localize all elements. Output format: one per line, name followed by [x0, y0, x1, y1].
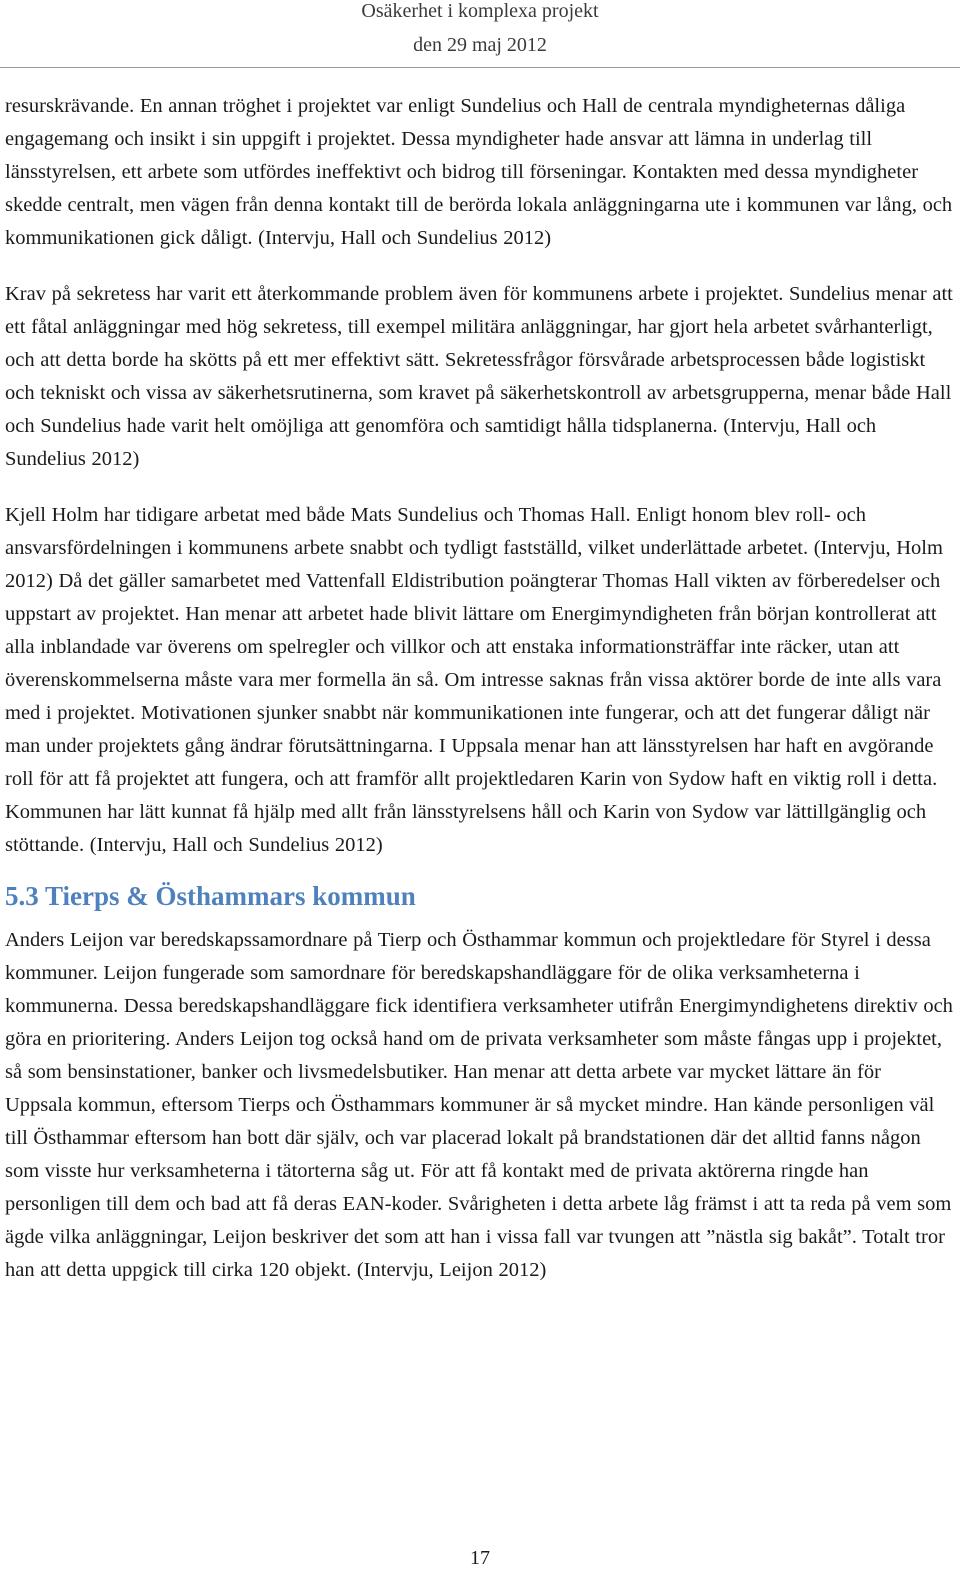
document-date: den 29 maj 2012 [413, 34, 547, 56]
section-heading: 5.3 Tierps & Östhammars kommun [5, 881, 416, 911]
page-body [5, 90, 953, 1287]
running-header [0, 0, 960, 62]
page-number: 17 [470, 1547, 490, 1569]
header-divider [0, 67, 960, 68]
section-paragraph: Anders Leijon var beredskapssamordnare på Tierp och Östhammar kommun och projektledare för Styrel i dessa kommuner. Leijon fungerade som samordnare för beredskapshandläggare för de olika verksamheterna i kommunerna. Dessa beredskapshandläggare fick identifiera verksamheter utifrån Energimyndighetens direktiv och göra en prioritering. Anders Leijon tog också hand om de privata verksamheter som måste fångas upp i projektet, så som bensinstationer, banker och livsmedelsbutiker. Han menar att detta arbete var mycket lättare än för Uppsala kommun, eftersom Tierps och Östhammars kommuner är så mycket mindre. Han kände personligen väl till Östhammar eftersom han bott där själv, och var placerad lokalt på brandstationen där det alltid fanns någon som visste hur verksamheterna i tätorterna såg ut. För att få kontakt med de privata aktörerna ringde han personligen till dem och bad att få deras EAN-koder. Svårigheten i detta arbete låg främst i att ta reda på vem som ägde vilka anläggningar, Leijon beskriver det som att han i vissa fall var tvungen att ”nästla sig bakåt”. Totalt tror han att detta uppgick till cirka 120 objekt. (Intervju, Leijon 2012) [5, 929, 953, 1281]
body-paragraph-1: resurskrävande. En annan tröghet i projektet var enligt Sundelius och Hall de centrala myndigheternas dåliga engagemang och insikt i sin uppgift i projektet. Dessa myndigheter hade ansvar att lämna in underlag till länsstyrelsen, ett arbete som utfördes ineffektivt och bidrog till förseningar. Kontakten med dessa myndigheter skedde centralt, men vägen från denna kontakt till de berörda lokala anläggningarna ute i kommunen var lång, och kommunikationen gick dåligt. (Intervju, Hall och Sundelius 2012) [5, 95, 953, 249]
body-paragraph-2: Krav på sekretess har varit ett återkommande problem även för kommunens arbete i projektet. Sundelius menar att ett fåtal anläggningar med hög sekretess, till exempel militära anläggningar, har gjort hela arbetet svårhanterligt, och att detta borde ha skötts på ett mer effektivt sätt. Sekretessfrågor försvårade arbetsprocessen både logistiskt och tekniskt och vissa av säkerhetsrutinerna, som kravet på säkerhetskontroll av arbetsgrupperna, menar både Hall och Sundelius hade varit helt omöjliga att genomföra och samtidigt hålla tidsplanerna. (Intervju, Hall och Sundelius 2012) [5, 283, 953, 470]
document-title: Osäkerhet i komplexa projekt [361, 0, 599, 22]
body-paragraph-3: Kjell Holm har tidigare arbetat med både Mats Sundelius och Thomas Hall. Enligt honom blev roll- och ansvarsfördelningen i kommunens arbete snabbt och tydligt fastställd, vilket underlättade arbetet. (Intervju, Holm 2012) Då det gäller samarbetet med Vattenfall Eldistribution poängterar Thomas Hall vikten av förberedelser och uppstart av projektet. Han menar att arbetet hade blivit lättare om Energimyndigheten från början kontrollerat att alla inblandade var överens om spelregler och villkor och att enstaka informationsträffar inte räcker, utan att överenskommelserna måste vara mer formella än så. Om intresse saknas från vissa aktörer borde de inte alls vara med i projektet. Motivationen sjunker snabbt när kommunikationen inte fungerar, och att det fungerar dåligt när man under projektets gång ändrar förutsättningarna. I Uppsala menar han att länsstyrelsen har haft en avgörande roll för att få projektet att fungera, och att framför allt projektledaren Karin von Sydow haft en viktig roll i detta. Kommunen har lätt kunnat få hjälp med allt från länsstyrelsens håll och Karin von Sydow var lättillgänglig och stöttande. (Intervju, Hall och Sundelius 2012) [5, 504, 943, 856]
